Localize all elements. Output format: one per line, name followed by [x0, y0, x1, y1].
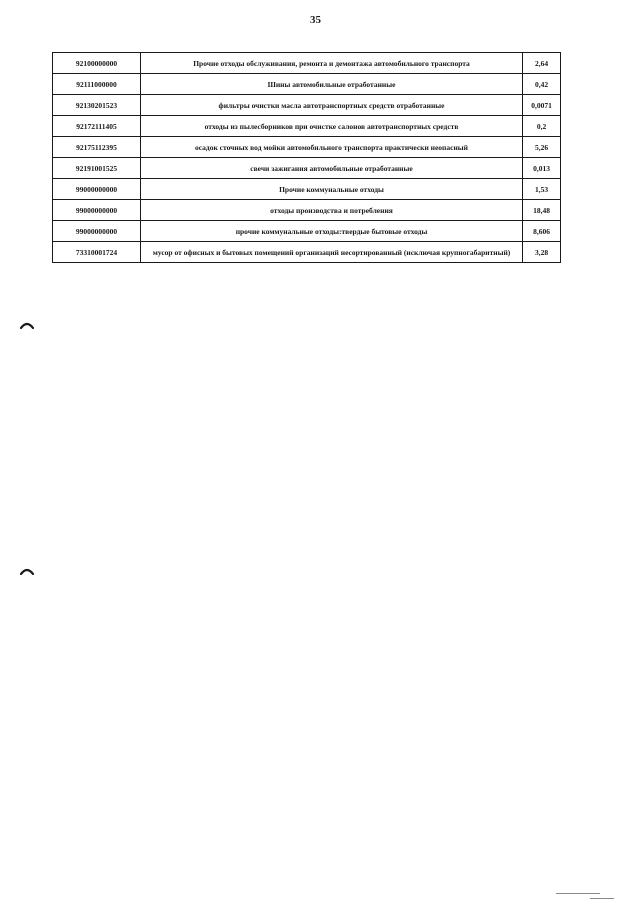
table-row: [53, 53, 561, 74]
table-row: [53, 137, 561, 158]
waste-code-cell: 92100000000: [53, 53, 141, 74]
waste-value-cell: 5,26: [523, 137, 561, 158]
waste-value-cell: 0,0071: [523, 95, 561, 116]
table-row: [53, 116, 561, 137]
table-row: [53, 242, 561, 263]
waste-value-cell: 1,53: [523, 179, 561, 200]
scan-artifact-line: [556, 893, 600, 894]
waste-value-cell: 18,48: [523, 200, 561, 221]
punch-hole-arc-icon: [20, 567, 34, 575]
waste-value-cell: 0,013: [523, 158, 561, 179]
waste-code-cell: 92111000000: [53, 74, 141, 95]
waste-name-cell: отходы производства и потребления: [141, 200, 523, 221]
waste-name-cell: Прочие коммунальные отходы: [141, 179, 523, 200]
waste-name-cell: прочие коммунальные отходы:твердые бытовые отходы: [141, 221, 523, 242]
waste-name-cell: фильтры очистки масла автотранспортных средств отработанные: [141, 95, 523, 116]
waste-value-cell: 3,28: [523, 242, 561, 263]
page-number: 35: [310, 14, 321, 26]
waste-value-cell: 0,42: [523, 74, 561, 95]
table-row: [53, 221, 561, 242]
table-row: [53, 74, 561, 95]
waste-name-cell: Шины автомобильные отработанные: [141, 74, 523, 95]
waste-code-cell: 73310001724: [53, 242, 141, 263]
waste-name-cell: свечи зажигания автомобильные отработанные: [141, 158, 523, 179]
waste-code-cell: 92175112395: [53, 137, 141, 158]
waste-name-cell: осадок сточных вод мойки автомобильного транспорта практически неопасный: [141, 137, 523, 158]
waste-name-cell: отходы из пылесборников при очистке салонов автотранспортных средств: [141, 116, 523, 137]
waste-table: [52, 52, 561, 263]
waste-code-cell: 99000000000: [53, 200, 141, 221]
punch-hole-arc-icon: [20, 321, 34, 329]
waste-code-cell: 92191001525: [53, 158, 141, 179]
waste-value-cell: 2,64: [523, 53, 561, 74]
table-row: [53, 95, 561, 116]
waste-value-cell: 0,2: [523, 116, 561, 137]
waste-code-cell: 99000000000: [53, 179, 141, 200]
waste-code-cell: 99000000000: [53, 221, 141, 242]
table-row: [53, 179, 561, 200]
waste-name-cell: мусор от офисных и бытовых помещений организаций несортированный (исключая крупногабаритный): [141, 242, 523, 263]
table-row: [53, 158, 561, 179]
waste-value-cell: 8,606: [523, 221, 561, 242]
waste-code-cell: 92130201523: [53, 95, 141, 116]
waste-code-cell: 92172111405: [53, 116, 141, 137]
scan-artifact-line: [590, 898, 614, 899]
table-row: [53, 200, 561, 221]
waste-name-cell: Прочие отходы обслуживания, ремонта и демонтажа автомобильного транспорта: [141, 53, 523, 74]
